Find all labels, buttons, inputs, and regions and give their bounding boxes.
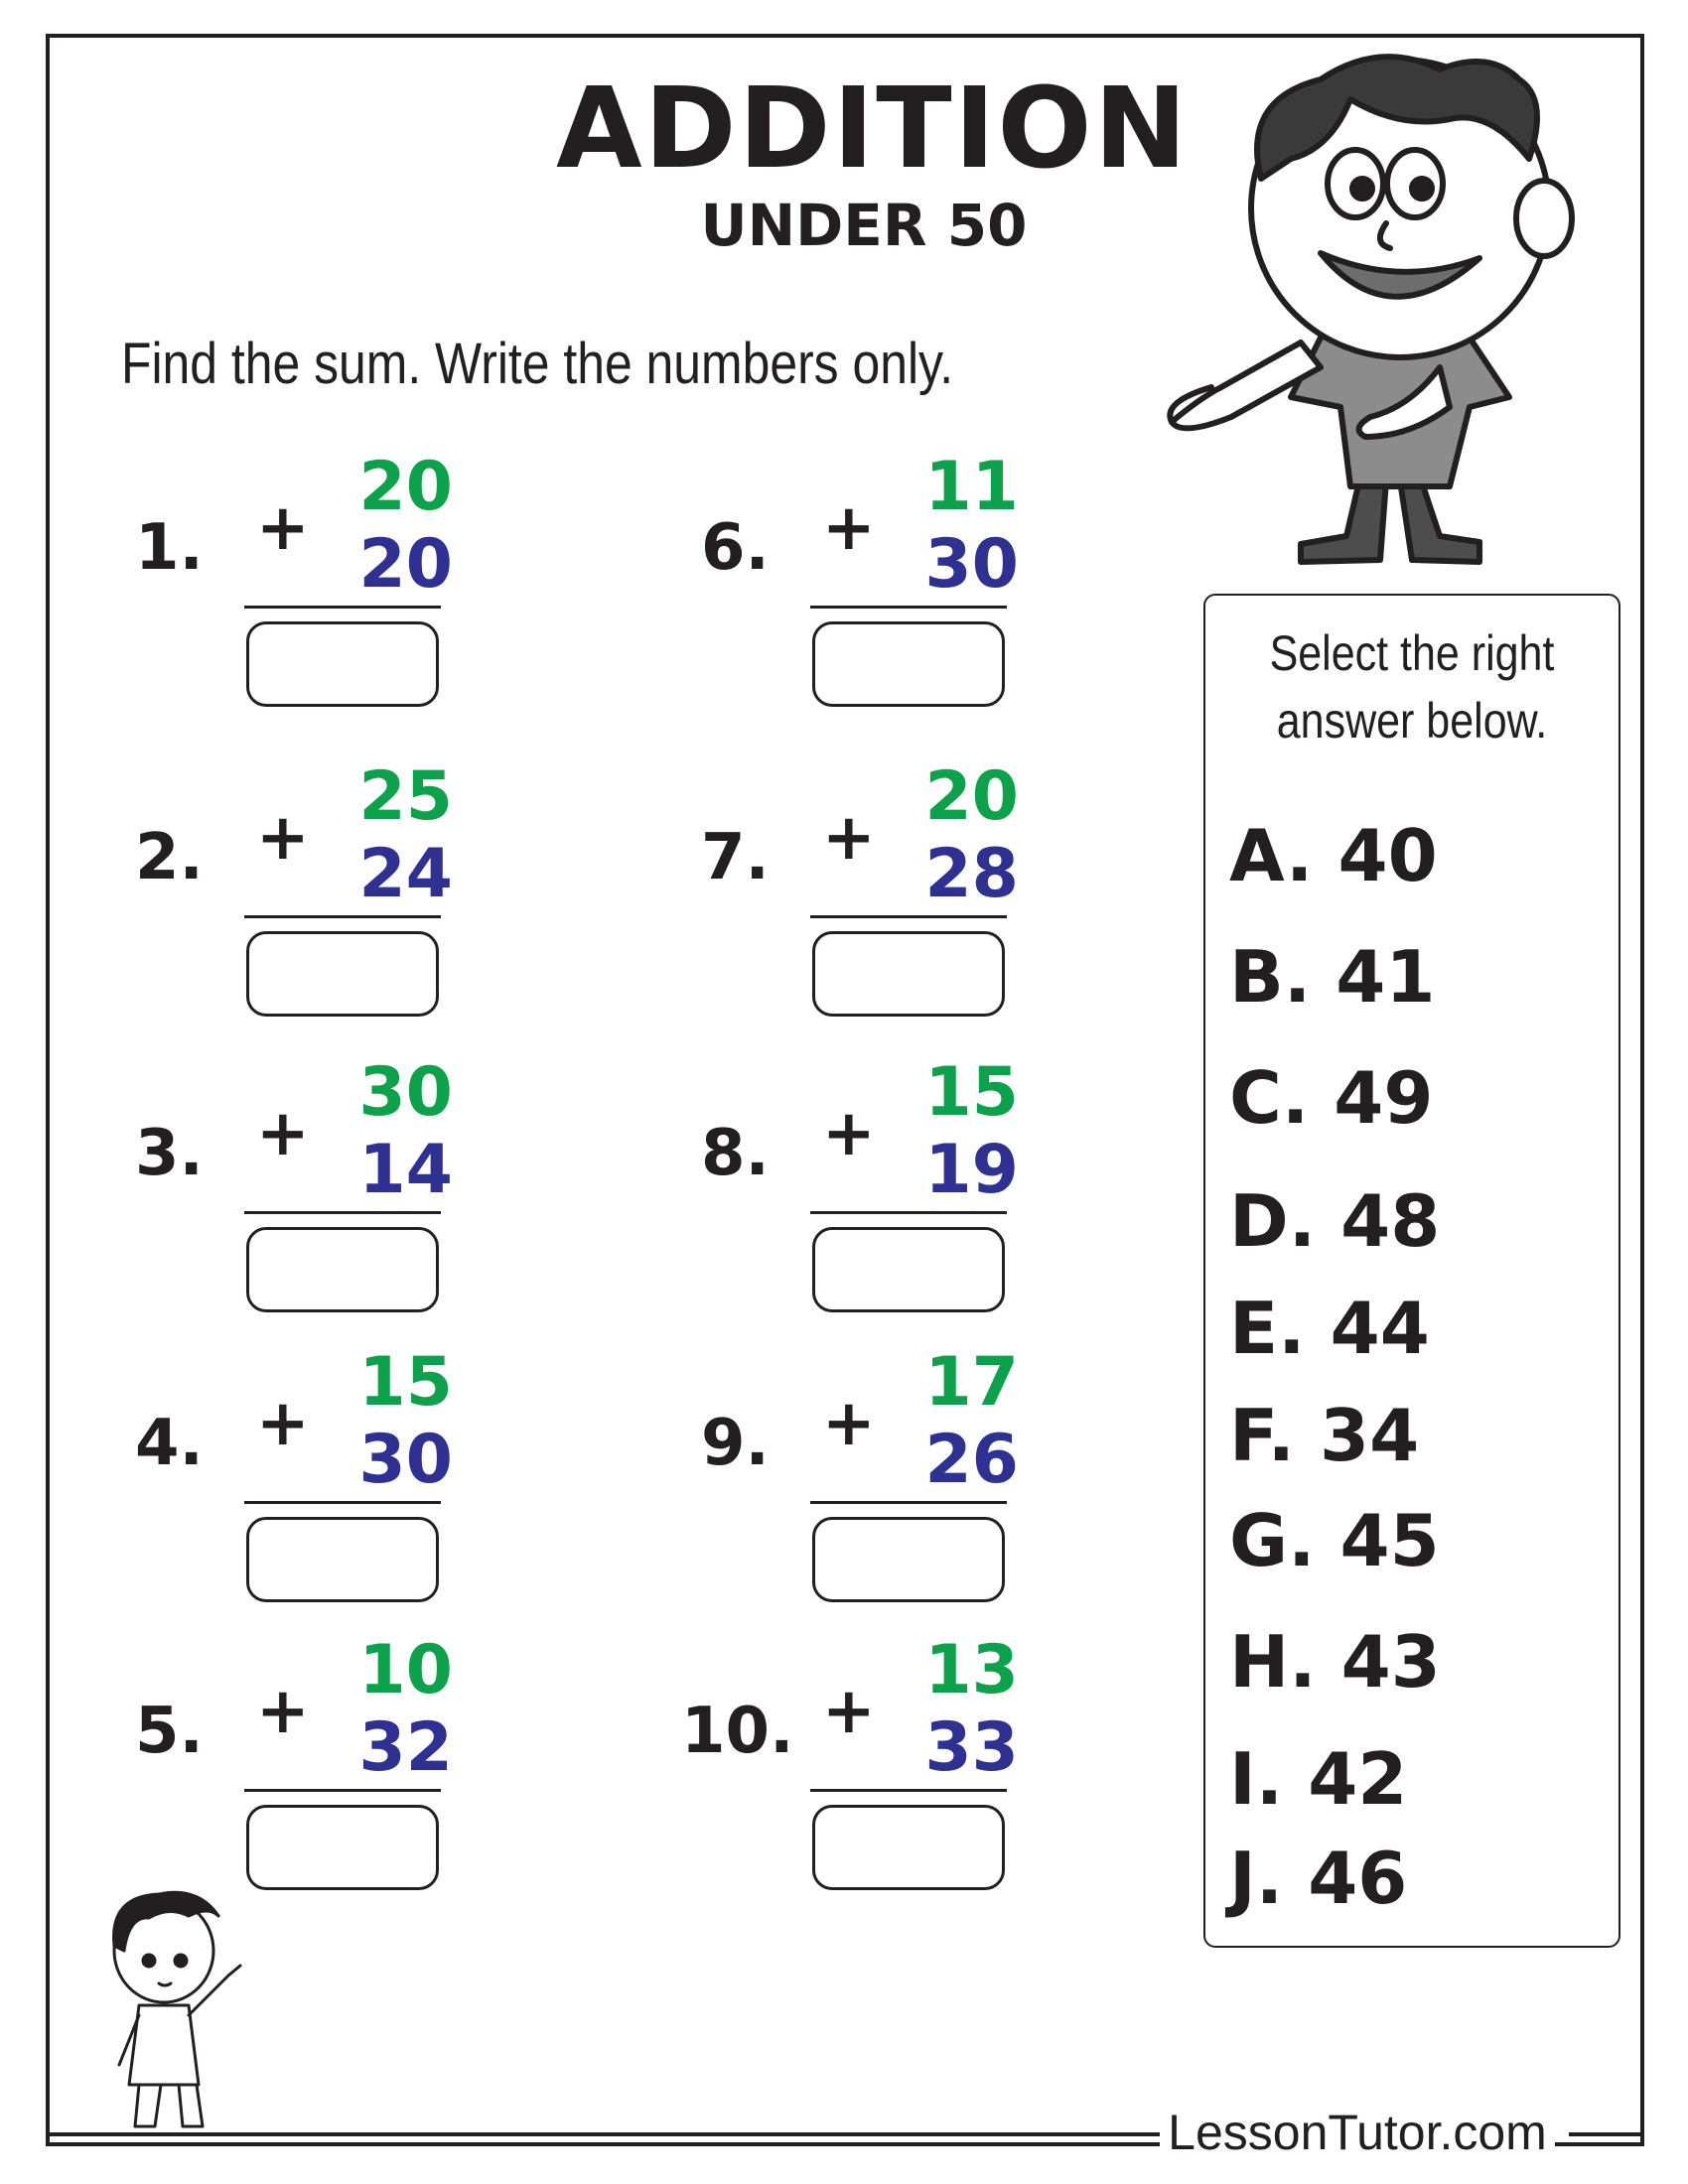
footer-rule-right <box>1569 2132 1644 2136</box>
problem-8 <box>701 1054 1078 1332</box>
sum-line <box>244 1211 441 1214</box>
sum-line <box>244 606 441 609</box>
cartoon-boy-presenting-illustration <box>1152 40 1628 576</box>
answer-box[interactable] <box>812 621 1005 707</box>
sum-line <box>244 1789 441 1792</box>
answer-box[interactable] <box>812 1805 1005 1890</box>
problem-number: 3. <box>135 1117 204 1190</box>
plus-sign: + <box>256 1387 310 1460</box>
addend-bottom: 24 <box>358 835 453 913</box>
choices-header-line-1: Select the right <box>1269 625 1555 681</box>
addend-top: 30 <box>358 1053 453 1132</box>
plus-sign: + <box>256 1097 310 1170</box>
problem-9 <box>701 1344 1078 1622</box>
problem-1 <box>135 449 512 727</box>
addend-bottom: 33 <box>924 1708 1019 1787</box>
answer-choices-panel <box>1203 594 1620 1948</box>
addend-bottom: 32 <box>358 1708 453 1787</box>
choices-header <box>1234 619 1590 754</box>
addend-bottom: 30 <box>358 1421 453 1499</box>
choice-i[interactable]: I. 42 <box>1229 1737 1408 1821</box>
sum-line <box>810 1211 1007 1214</box>
cartoon-boy-pointing-illustration <box>70 1856 268 2144</box>
problem-number: 2. <box>135 821 204 894</box>
addend-bottom: 14 <box>358 1131 453 1209</box>
footer-rule-left <box>46 2132 1168 2136</box>
plus-sign: + <box>256 491 310 565</box>
plus-sign: + <box>822 491 876 565</box>
answer-box[interactable] <box>246 1805 439 1890</box>
plus-sign: + <box>822 1097 876 1170</box>
choice-c[interactable]: C. 49 <box>1229 1056 1434 1140</box>
problem-7 <box>701 758 1078 1036</box>
sum-line <box>810 606 1007 609</box>
problem-4 <box>135 1344 512 1622</box>
choice-g[interactable]: G. 45 <box>1229 1499 1440 1582</box>
sum-line <box>810 915 1007 918</box>
choice-f[interactable]: F. 34 <box>1229 1394 1420 1477</box>
problem-10 <box>681 1632 1058 1910</box>
problem-number: 8. <box>701 1117 770 1190</box>
problem-number: 4. <box>135 1407 204 1480</box>
answer-box[interactable] <box>812 1227 1005 1312</box>
addend-top: 15 <box>358 1343 453 1422</box>
addend-top: 20 <box>924 757 1019 836</box>
addend-top: 13 <box>924 1631 1019 1709</box>
problem-number: 6. <box>701 511 770 585</box>
page-title: ADDITION <box>556 65 1190 194</box>
choice-a[interactable]: A. 40 <box>1229 814 1438 897</box>
answer-box[interactable] <box>246 621 439 707</box>
choice-d[interactable]: D. 48 <box>1229 1179 1441 1263</box>
answer-box[interactable] <box>246 931 439 1017</box>
addend-top: 15 <box>924 1053 1019 1132</box>
addend-bottom: 28 <box>924 835 1019 913</box>
addend-top: 20 <box>358 448 453 526</box>
sum-line <box>244 915 441 918</box>
addend-bottom: 20 <box>358 525 453 604</box>
problem-6 <box>701 449 1078 727</box>
plus-sign: + <box>256 1675 310 1748</box>
addend-top: 11 <box>924 448 1019 526</box>
addend-bottom: 19 <box>924 1131 1019 1209</box>
choice-j[interactable]: J. 46 <box>1229 1837 1408 1920</box>
sum-line <box>810 1501 1007 1504</box>
problem-number: 9. <box>701 1407 770 1480</box>
problem-3 <box>135 1054 512 1332</box>
addend-bottom: 26 <box>924 1421 1019 1499</box>
plus-sign: + <box>256 801 310 875</box>
choices-header-line-2: answer below. <box>1276 693 1548 749</box>
page-subtitle: UNDER 50 <box>700 192 1028 259</box>
answer-box[interactable] <box>812 931 1005 1017</box>
choice-e[interactable]: E. 44 <box>1229 1287 1430 1370</box>
plus-sign: + <box>822 1675 876 1748</box>
addend-top: 25 <box>358 757 453 836</box>
sum-line <box>244 1501 441 1504</box>
answer-box[interactable] <box>246 1227 439 1312</box>
instructions-text: Find the sum. Write the numbers only. <box>121 332 954 396</box>
sum-line <box>810 1789 1007 1792</box>
choice-h[interactable]: H. 43 <box>1229 1620 1441 1704</box>
plus-sign: + <box>822 1387 876 1460</box>
problem-number: 7. <box>701 821 770 894</box>
problem-number: 5. <box>135 1695 204 1768</box>
answer-box[interactable] <box>246 1517 439 1602</box>
footer-site-name: LessonTutor.com <box>1160 2103 1555 2162</box>
addend-bottom: 30 <box>924 525 1019 604</box>
choice-b[interactable]: B. 41 <box>1229 935 1436 1019</box>
problem-number: 1. <box>135 511 204 585</box>
problem-2 <box>135 758 512 1036</box>
addend-top: 17 <box>924 1343 1019 1422</box>
problem-number: 10. <box>681 1695 794 1768</box>
answer-box[interactable] <box>812 1517 1005 1602</box>
plus-sign: + <box>822 801 876 875</box>
addend-top: 10 <box>358 1631 453 1709</box>
